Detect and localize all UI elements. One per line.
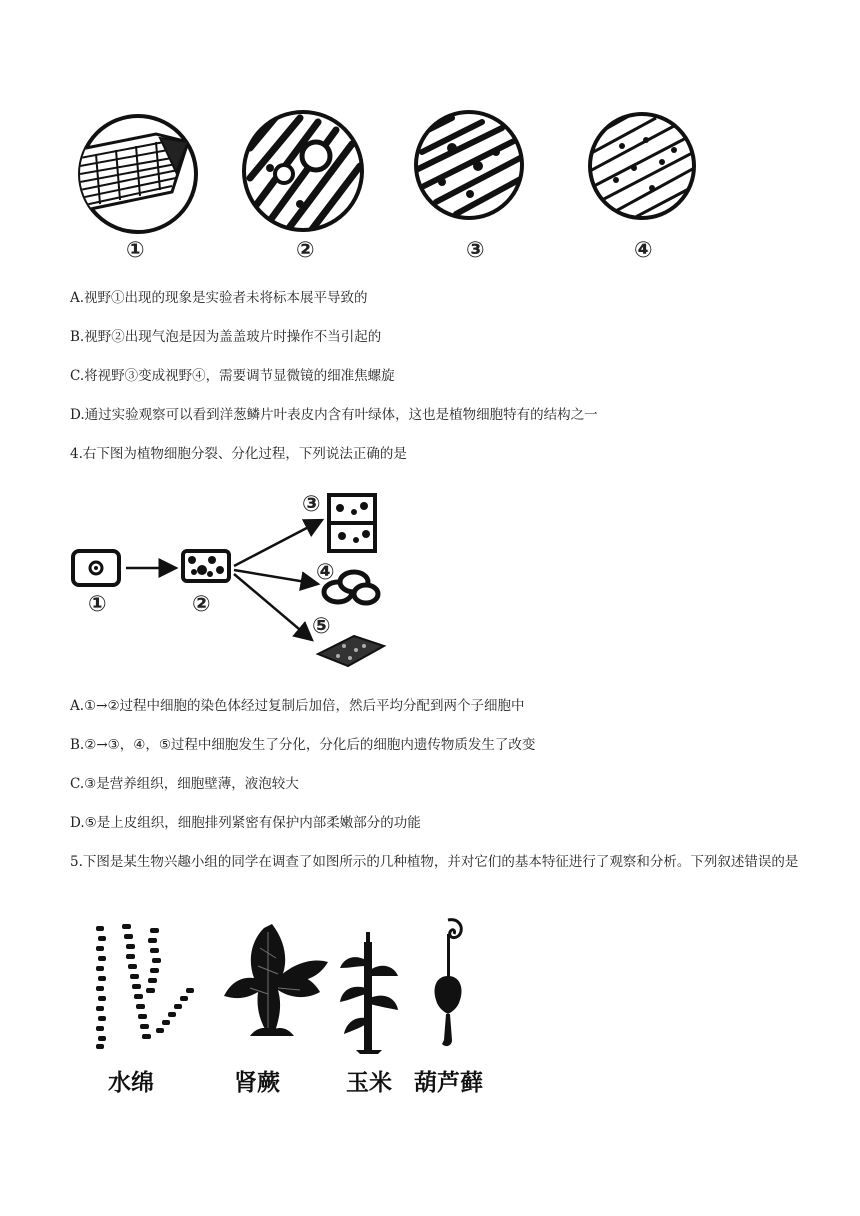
moss-illustration bbox=[424, 916, 472, 1056]
filament-3 bbox=[146, 928, 161, 993]
spirogyra-illustration bbox=[90, 924, 200, 1052]
view-label-4: ④ bbox=[634, 238, 653, 263]
filament-1 bbox=[96, 926, 106, 1049]
diagram-label-2: ② bbox=[192, 592, 211, 617]
view-3-circle bbox=[412, 108, 526, 222]
view-label-2: ② bbox=[296, 238, 315, 263]
corn-illustration bbox=[338, 932, 400, 1056]
plant-name-moss: 葫芦藓 bbox=[414, 1070, 483, 1096]
fern-illustration bbox=[220, 918, 332, 1052]
q3-option-a: A.视野①出现的现象是实验者未将标本展平导致的 bbox=[70, 290, 368, 306]
filament-2 bbox=[122, 924, 151, 1039]
q3-option-d: D.通过实验观察可以看到洋葱鳞片叶表皮内含有叶绿体，这也是植物细胞特有的结构之一 bbox=[70, 407, 598, 423]
q4-option-a: A.①→②过程中细胞的染色体经过复制后加倍，然后平均分配到两个子细胞中 bbox=[70, 698, 525, 714]
diagram-label-5: ⑤ bbox=[312, 614, 331, 639]
diagram-label-3: ③ bbox=[302, 492, 321, 517]
q5-stem: 5.下图是某生物兴趣小组的同学在调查了如图所示的几种植物，并对它们的基本特征进行了观察和分析。下列叙述错误的是 bbox=[70, 854, 799, 870]
q3-option-c: C.将视野③变成视野④，需要调节显微镜的细准焦螺旋 bbox=[70, 368, 395, 384]
q4-option-b: B.②→③，④，⑤过程中细胞发生了分化，分化后的细胞内遗传物质发生了改变 bbox=[70, 737, 536, 753]
q4-stem: 4.右下图为植物细胞分裂、分化过程，下列说法正确的是 bbox=[70, 446, 407, 462]
view-label-1: ① bbox=[126, 238, 145, 263]
plant-name-fern: 肾蕨 bbox=[234, 1070, 280, 1096]
cell-1 bbox=[70, 548, 122, 588]
diagram-label-1: ① bbox=[88, 592, 107, 617]
view-2-circle bbox=[240, 108, 366, 234]
q3-option-b: B.视野②出现气泡是因为盖盖玻片时操作不当引起的 bbox=[70, 329, 382, 345]
diagram-label-4: ④ bbox=[316, 560, 335, 585]
tissue-3 bbox=[326, 492, 378, 556]
view-1-circle bbox=[76, 112, 200, 236]
division-arrows bbox=[122, 500, 332, 660]
q4-option-d: D.⑤是上皮组织，细胞排列紧密有保护内部柔嫩部分的功能 bbox=[70, 815, 421, 831]
view-4-circle bbox=[586, 110, 698, 222]
plant-name-corn: 玉米 bbox=[346, 1070, 392, 1096]
filament-4 bbox=[156, 988, 194, 1033]
plant-name-spirogyra: 水绵 bbox=[108, 1070, 154, 1096]
q4-option-c: C.③是营养组织，细胞壁薄，液泡较大 bbox=[70, 776, 299, 792]
view-label-3: ③ bbox=[466, 238, 485, 263]
